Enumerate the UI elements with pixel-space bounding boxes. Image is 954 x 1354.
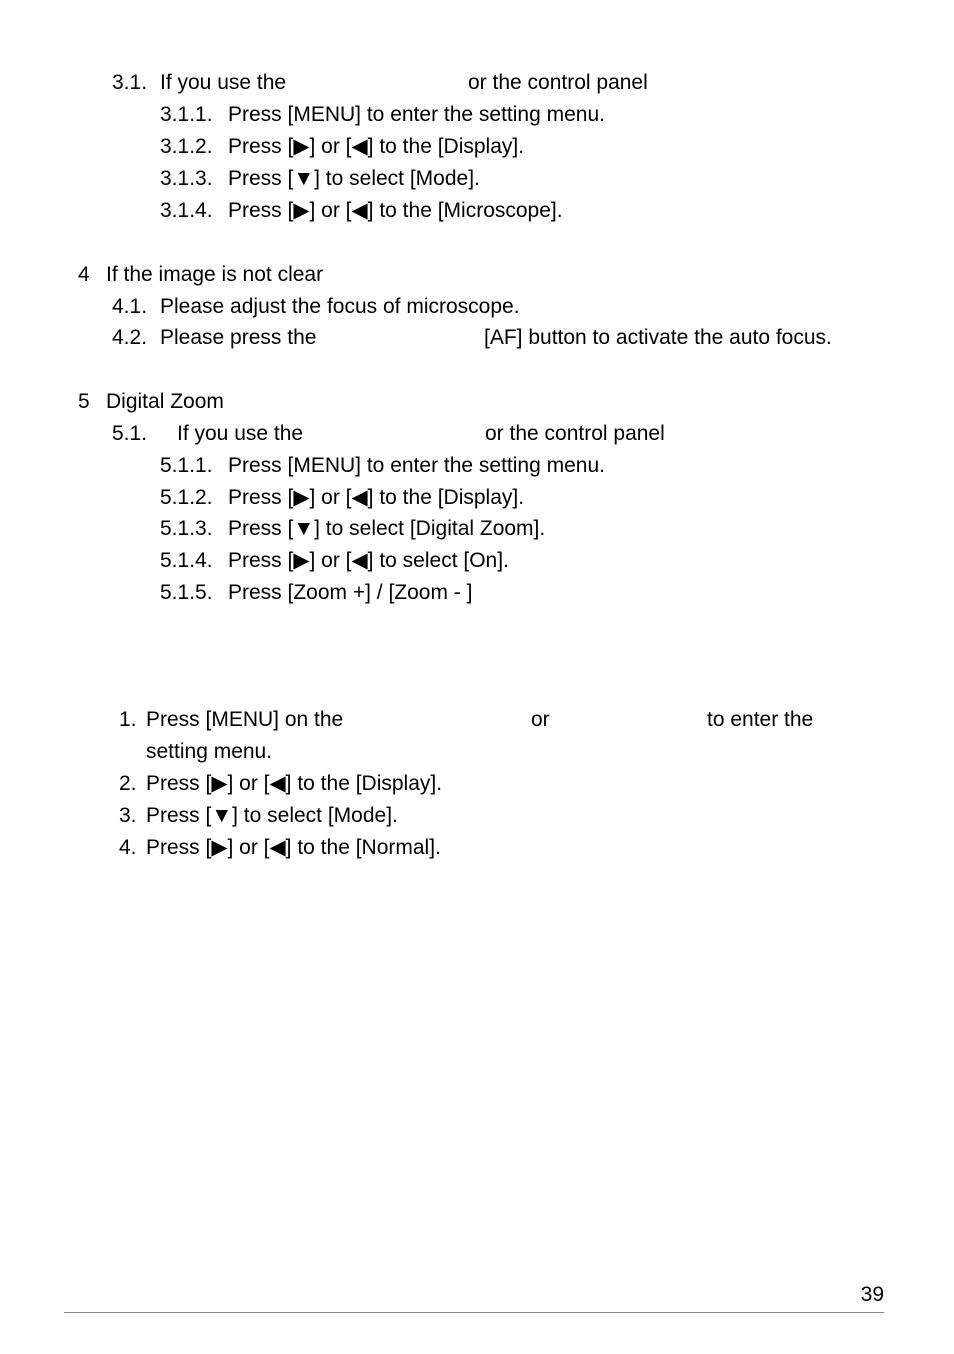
normal-step-1-text-b: or [531,708,550,731]
normal-step-2-number: 2. [119,772,137,795]
item-5-1-text-b: or the control panel [485,422,665,445]
item-5-1-number: 5.1. [112,422,148,445]
step-5-1-2-number: 5.1.2. [160,486,213,509]
normal-step-3-number: 3. [119,804,137,827]
step-5-1-5-text: Press [Zoom +] / [Zoom - ] [228,581,473,604]
step-5-1-3-text: Press [▼] to select [Digital Zoom]. [228,517,546,540]
section-4-number: 4 [78,263,90,286]
normal-step-1-text-a: Press [MENU] on the [146,708,344,731]
item-4-2-text-b: [AF] button to activate the auto focus. [484,326,832,349]
step-5-1-1-text: Press [MENU] to enter the setting menu. [228,454,605,477]
page-number: 39 [860,1283,884,1306]
step-5-1-3-number: 5.1.3. [160,517,213,540]
step-3-1-1-text: Press [MENU] to enter the setting menu. [228,103,605,126]
item-4-2-number: 4.2. [112,326,148,349]
normal-step-1-text-d: setting menu. [146,740,273,763]
item-3-1-text-b: or the control panel [468,71,648,94]
section-5-number: 5 [78,390,90,413]
step-3-1-3-number: 3.1.3. [160,167,213,190]
step-3-1-2-text: Press [▶] or [◀] to the [Display]. [228,135,525,158]
step-3-1-1-number: 3.1.1. [160,103,213,126]
section-5-title: Digital Zoom [106,390,224,413]
normal-step-1-number: 1. [119,708,137,731]
step-3-1-3-text: Press [▼] to select [Mode]. [228,167,480,190]
step-3-1-4-text: Press [▶] or [◀] to the [Microscope]. [228,199,563,222]
normal-step-2-text: Press [▶] or [◀] to the [Display]. [146,772,443,795]
normal-step-1-text-c: to enter the [707,708,814,731]
step-5-1-2-text: Press [▶] or [◀] to the [Display]. [228,486,525,509]
section-4-title: If the image is not clear [106,263,324,286]
step-5-1-4-text: Press [▶] or [◀] to select [On]. [228,549,509,572]
item-3-1-number: 3.1. [112,71,148,94]
item-4-2-text-a: Please press the [160,326,317,349]
normal-step-4-text: Press [▶] or [◀] to the [Normal]. [146,836,441,859]
step-5-1-1-number: 5.1.1. [160,454,213,477]
step-3-1-2-number: 3.1.2. [160,135,213,158]
normal-step-4-number: 4. [119,836,137,859]
item-4-1-number: 4.1. [112,295,148,318]
item-5-1-text-a: If you use the [177,422,304,445]
normal-step-3-text: Press [▼] to select [Mode]. [146,804,398,827]
footer-divider [64,1312,884,1313]
item-4-1-text: Please adjust the focus of microscope. [160,295,520,318]
step-3-1-4-number: 3.1.4. [160,199,213,222]
item-3-1-text-a: If you use the [160,71,287,94]
step-5-1-5-number: 5.1.5. [160,581,213,604]
step-5-1-4-number: 5.1.4. [160,549,213,572]
